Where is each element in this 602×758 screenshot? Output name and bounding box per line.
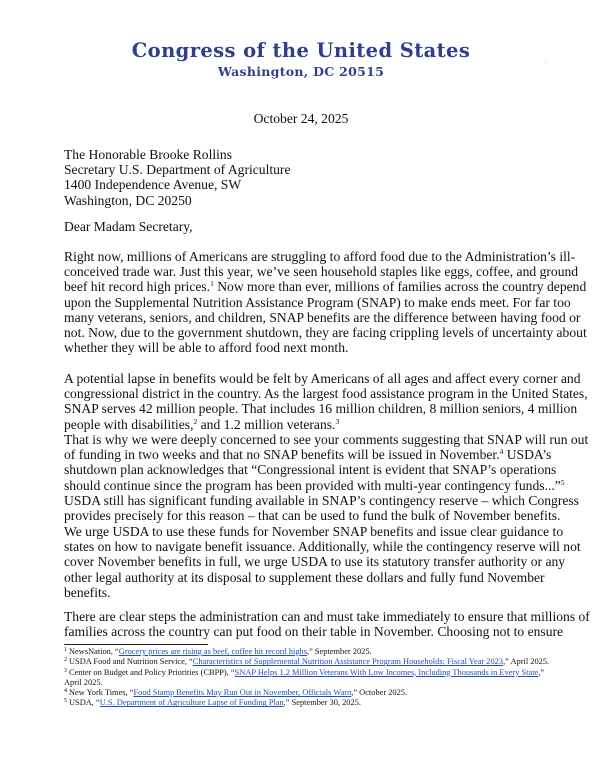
- footnote-divider: [64, 644, 208, 645]
- text-line: Right now, millions of Americans are struggling to afford food due to the Administration’s ill-: [64, 249, 576, 264]
- text-line: [64, 447, 552, 463]
- text-line: That is why we were deeply concerned to see your comments suggesting that SNAP will run out: [64, 432, 589, 447]
- footnote-ref-4[interactable]: 4: [499, 447, 504, 457]
- footnote-date: ,” September 30, 2025.: [283, 698, 361, 708]
- footnote-link[interactable]: SNAP Helps 1.2 Million Veterans With Low Incomes, Including Thousands in Every State: [234, 667, 539, 677]
- footnote-source: USDA Food and Nutrition Service, “: [69, 657, 193, 667]
- text-line: conceived trade war. Just this year, we’ve seen household staples like eggs, coffee, and ground: [64, 264, 579, 280]
- paragraph-3: [64, 432, 589, 524]
- recipient-title: Secretary U.S. Department of Agriculture: [64, 162, 291, 178]
- text-line: There are clear steps the administration can and must take immediately to ensure that millions of: [64, 609, 590, 624]
- text-line: provides precisely for this reason – that can be used to fund the bulk of November benefits.: [64, 508, 561, 524]
- letterhead-title: Congress of the United States: [131, 39, 471, 62]
- text-run: should continue since the program has been provided with multi-year contingency funds...”: [64, 477, 561, 493]
- paragraph-1: [64, 249, 587, 356]
- text-line: upon the Supplemental Nutrition Assistance Program (SNAP) to make ends meet. For far too: [64, 294, 571, 310]
- recipient-name: The Honorable Brooke Rollins: [64, 147, 233, 162]
- paragraph-4: [64, 524, 581, 600]
- footnote-link[interactable]: Grocery prices are rising as beef, coffee hit record highs: [118, 647, 307, 656]
- text-line: whether they will be able to afford food next month.: [64, 340, 349, 356]
- text-line: states on how to navigate benefit issuance. Additionally, while the contingency reserve will not: [64, 539, 581, 555]
- text-run: and 1.2 million veterans.: [197, 416, 336, 432]
- footnote-2: [64, 657, 550, 667]
- footnote-ref-3[interactable]: 3: [335, 416, 340, 426]
- recipient-address: [64, 147, 291, 208]
- footnote-3-continued: April 2025.: [64, 677, 103, 687]
- footnote-link[interactable]: U.S. Department of Agriculture Lapse of Funding Plan: [99, 698, 284, 708]
- text-line: [64, 417, 542, 432]
- text-run: Now more than ever, millions of families across the country depend: [213, 279, 587, 295]
- recipient-street: 1400 Independence Avenue, SW: [64, 177, 242, 193]
- text-run: of funding in two weeks and that no SNAP benefits will be issued in November.: [64, 447, 500, 463]
- footnote-4: [64, 688, 542, 698]
- salutation: Dear Madam Secretary,: [64, 219, 193, 234]
- scan-mark: [545, 62, 546, 63]
- text-line: We urge USDA to use these funds for November SNAP benefits and issue clear guidance to: [64, 524, 564, 539]
- paragraph-2: [64, 371, 588, 432]
- text-line: congressional district in the country. As the largest food assistance program in the United States,: [64, 386, 588, 402]
- footnote-number: 4: [64, 688, 67, 695]
- text-line: benefits.: [64, 584, 111, 600]
- footnote-date: ,” October 2025.: [351, 688, 408, 698]
- footnote-3: [64, 667, 545, 678]
- footnote-source: NewsNation, “: [69, 647, 119, 656]
- text-line: A potential lapse in benefits would be felt by Americans of all ages and affect every corner and: [64, 371, 581, 386]
- footnote-link[interactable]: Characteristics of Supplemental Nutrition Assistance Program Households: Fiscal Year 2023: [192, 657, 504, 667]
- text-line: other legal authority at its disposal to supplement these dollars and fully fund November: [64, 569, 545, 585]
- footnote-number: 2: [64, 657, 67, 664]
- letterhead-location: Washington, DC 20515: [217, 64, 385, 79]
- footnote-ref-5[interactable]: 5: [560, 477, 565, 487]
- text-line: shutdown plan acknowledges that “Congressional intent is evident that SNAP’s operations: [64, 462, 557, 478]
- footnote-number: 1: [64, 647, 67, 653]
- footnote-source: Center on Budget and Policy Priorities (CBPP), “: [69, 667, 235, 677]
- footnote-source: New York Times, “: [69, 688, 134, 698]
- footnote-date: ,”: [538, 667, 545, 677]
- footnote-ref-1[interactable]: 1: [210, 279, 214, 289]
- text-line: [64, 279, 587, 295]
- text-line: [64, 477, 565, 493]
- text-line: SNAP serves 42 million people. That includes 16 million children, 8 million seniors, 4 million: [64, 401, 578, 417]
- text-line: cover November benefits in full, we urge USDA to use its statutory transfer authority or any: [64, 554, 566, 570]
- text-run: beef hit record high prices.: [64, 279, 211, 295]
- footnote-number: 3: [64, 667, 67, 674]
- text-run: people with disabilities,: [64, 416, 194, 432]
- footnote-source: USDA, “: [69, 698, 100, 708]
- text-line: many veterans, seniors, and children, SNAP benefits are the difference between having food or: [64, 309, 581, 325]
- paragraph-5: [64, 609, 590, 640]
- text-line: families across the country can put food on their table in November. Choosing not to ensure: [64, 624, 564, 640]
- footnote-ref-2[interactable]: 2: [193, 416, 198, 426]
- footnote-date: ,” April 2025.: [503, 657, 550, 667]
- letterhead: [0, 40, 602, 80]
- recipient-city: Washington, DC 20250: [64, 192, 192, 208]
- letter-date: October 24, 2025: [253, 111, 349, 126]
- footnote-link[interactable]: Food Stamp Benefits May Run Out in November, Officials Warn: [133, 688, 352, 698]
- text-line: USDA still has significant funding available in SNAP’s contingency reserve – which Congress: [64, 492, 579, 508]
- footnote-date: ,” September 2025.: [306, 647, 372, 656]
- text-run: USDA’s: [503, 447, 552, 463]
- footnotes: [64, 647, 550, 709]
- footnote-5: [64, 698, 542, 708]
- footnote-1: [64, 647, 542, 657]
- footnote-number: 5: [64, 698, 67, 705]
- text-line: not. Now, due to the government shutdown, they are facing crippling levels of uncertainty about: [64, 325, 587, 341]
